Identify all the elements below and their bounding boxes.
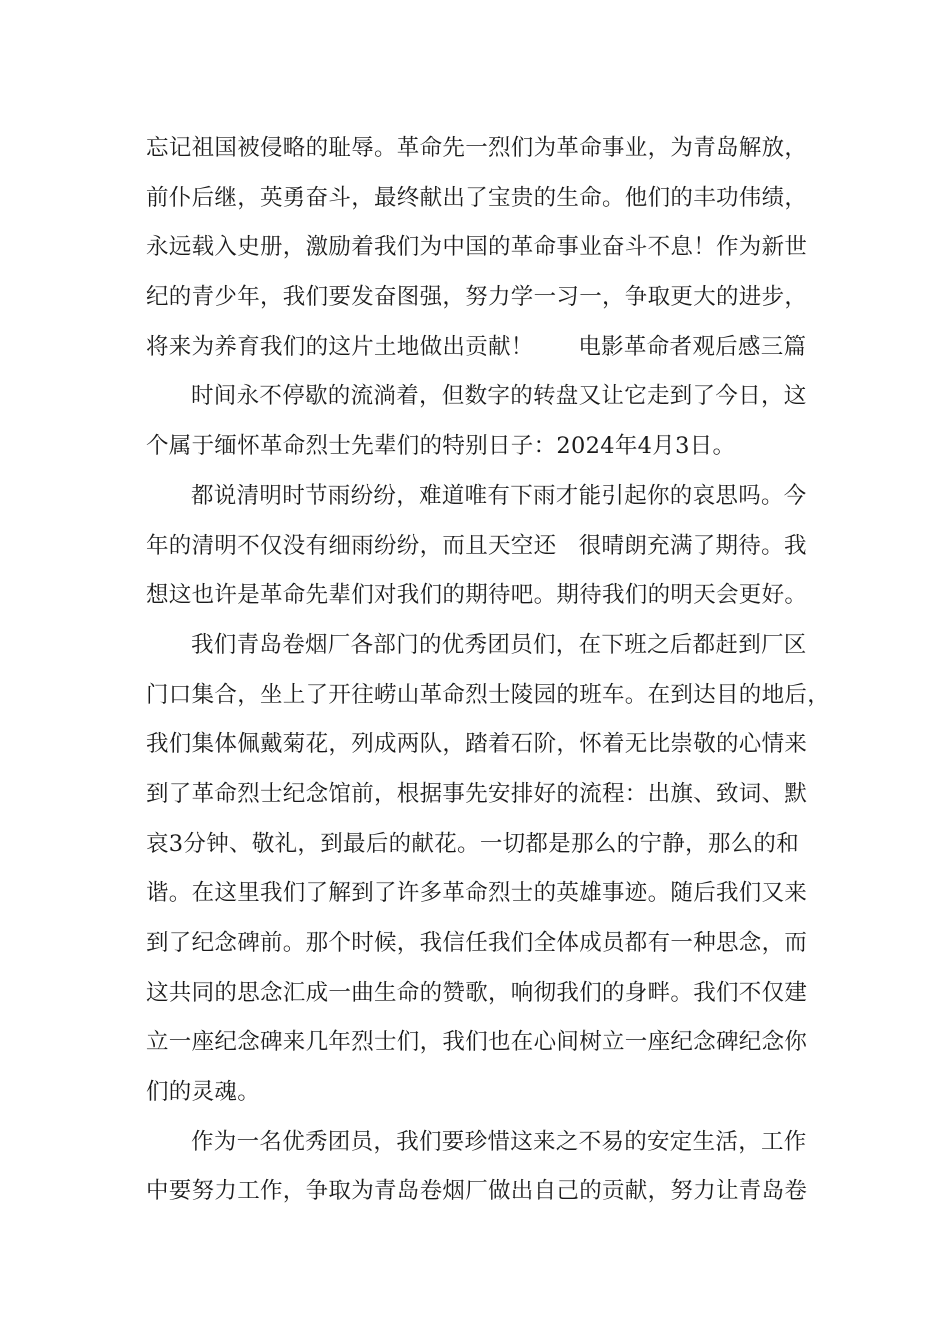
text-line: 忘记祖国被侵略的耻辱。革命先一烈们为革命事业，为青岛解放， xyxy=(146,135,808,161)
text-line: 中要努力工作，争取为青岛卷烟厂做出自己的贡献，努力让青岛卷 xyxy=(146,1178,808,1205)
text-line: 这共同的思念汇成一曲生命的赞歌，响彻我们的身畔。我们不仅建 xyxy=(146,979,808,1006)
paragraph-start-line: 都说清明时节雨纷纷，难道唯有下雨才能引起你的哀思吗。今 xyxy=(191,482,807,509)
text-line: 谐。在这里我们了解到了许多革命烈士的英雄事迹。随后我们又来 xyxy=(146,880,808,907)
text-line: 到了纪念碑前。那个时候，我信任我们全体成员都有一种思念，而 xyxy=(146,930,808,956)
text-line: 永远载入史册，激励着我们为中国的革命事业奋斗不息！作为新世 xyxy=(146,234,808,261)
paragraph-start-line: 我们青岛卷烟厂各部门的优秀团员们，在下班之后都赶到厂区 xyxy=(191,631,807,658)
text-line: 我们集体佩戴菊花，列成两队，踏着石阶，怀着无比崇敬的心情来 xyxy=(146,731,808,758)
text-line: 个属于缅怀革命烈士先辈们的特别日子：2024年4月3日。 xyxy=(146,433,736,460)
text-line: 到了革命烈士纪念馆前，根据事先安排好的流程：出旗、致词、默 xyxy=(146,780,808,807)
text-line: 想这也许是革命先辈们对我们的期待吧。期待我们的明天会更好。 xyxy=(146,582,808,609)
text-line: 们的灵魂。 xyxy=(146,1079,261,1106)
text-line: 哀3分钟、敬礼，到最后的献花。一切都是那么的宁静，那么的和 xyxy=(146,830,800,857)
text-line: 将来为养育我们的这片土地做出贡献！ 电影革命者观后感三篇 xyxy=(146,333,807,360)
body-text xyxy=(146,124,836,1217)
paragraph-start-line: 作为一名优秀团员，我们要珍惜这来之不易的安定生活，工作 xyxy=(191,1128,807,1155)
text-line: 前仆后继，英勇奋斗，最终献出了宝贵的生命。他们的丰功伟绩， xyxy=(146,184,808,211)
text-line: 门口集合，坐上了开往崂山革命烈士陵园的班车。在到达目的地后， xyxy=(146,681,831,708)
paragraph-start-line: 时间永不停歇的流淌着，但数字的转盘又让它走到了今日，这 xyxy=(191,383,807,410)
text-line: 纪的青少年，我们要发奋图强，努力学一习一，争取更大的进步， xyxy=(146,284,808,311)
text-line: 年的清明不仅没有细雨纷纷，而且天空还 很晴朗充满了期待。我 xyxy=(146,532,807,559)
text-line: 立一座纪念碑来几年烈士们，我们也在心间树立一座纪念碑纪念你 xyxy=(146,1029,808,1056)
